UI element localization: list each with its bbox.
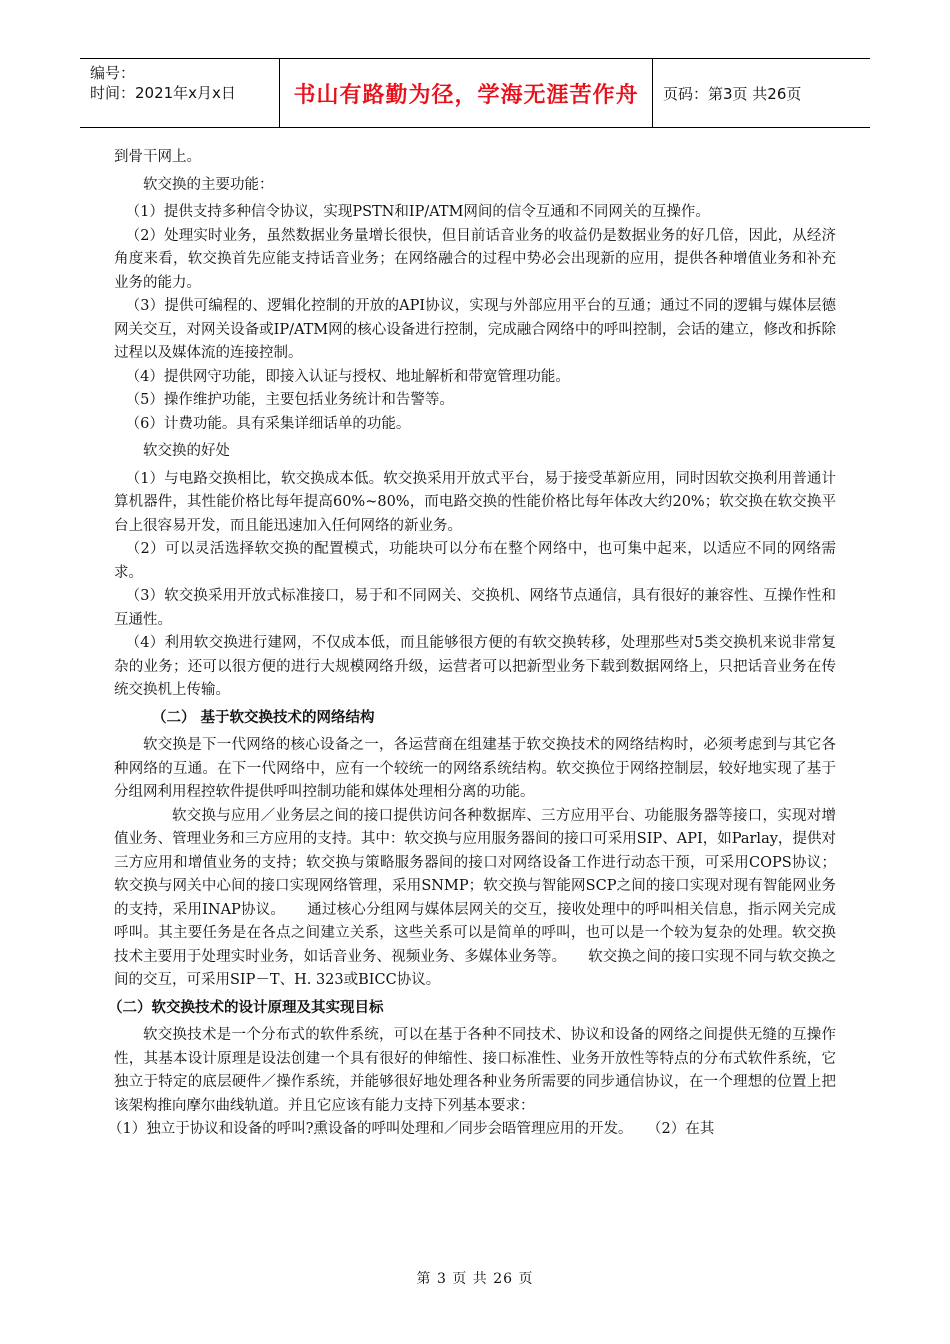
number-label: 编号： bbox=[90, 64, 136, 82]
paragraph: （1）独立于协议和设备的呼叫?熏设备的呼叫处理和／同步会晤管理应用的开发。 （2）在其 bbox=[108, 1121, 715, 1137]
benefits-heading: 软交换的好处 bbox=[143, 443, 230, 459]
list-item: （2）处理实时业务，虽然数据业务量增长很快，但目前话音业务的收益仍是数据业务的好几倍，因此，从经济角度来看，软交换首先应能支持话音业务；在网络融合的过程中势必会出现新的应用，提供各种增值业务和补充业务的能力。 bbox=[114, 227, 836, 291]
time-label: 时间：2021年x月x日 bbox=[90, 84, 236, 102]
section-heading: （二）软交换技术的设计原理及其实现目标 bbox=[108, 999, 384, 1016]
header-motto: 书山有路勤为径，学海无涯苦作舟 bbox=[280, 59, 653, 127]
header-meta bbox=[80, 59, 280, 127]
document-body bbox=[108, 146, 836, 1142]
functions-heading: 软交换的主要功能： bbox=[143, 176, 274, 193]
list-item: （4）提供网守功能，即接入认证与授权、地址解析和带宽管理功能。 bbox=[125, 368, 570, 385]
list-item: （6）计费功能。具有采集详细话单的功能。 bbox=[125, 415, 411, 432]
paragraph: 软交换技术是一个分布式的软件系统，可以在基于各种不同技术、协议和设备的网络之间提供无缝的互操作性，其基本设计原理是设法创建一个具有很好的伸缩性、接口标准性、业务开放性等特点的分布式软件系统，它独立于特定的底层硬件／操作系统，并能够很好地处理各种业务所需要的同步通信协议，在一个理想的位置上把该架构推向摩尔曲线轨道。并且它应该有能力支持下列基本要求： bbox=[114, 1027, 836, 1114]
list-item: （3）软交换采用开放式标准接口，易于和不同网关、交换机、网络节点通信，具有很好的兼容性、互操作性和互通性。 bbox=[114, 588, 836, 628]
header-page-info: 页码：第3页 共26页 bbox=[663, 84, 802, 103]
list-item: （1）与电路交换相比，软交换成本低。软交换采用开放式平台，易于接受革新应用，同时因软交换利用普通计算机器件，其性能价格比每年提高60%~80%，而电路交换的性能价格比每年体改大约20%；软交换在软交换平台上很容易开发，而且能迅速加入任何网络的新业务。 bbox=[114, 470, 836, 534]
paragraph: 软交换是下一代网络的核心设备之一，各运营商在组建基于软交换技术的网络结构时，必须考虑到与其它各种网络的互通。在下一代网络中，应有一个较统一的网络系统结构。软交换位于网络控制层，较好地实现了基于分组网利用程控软件提供呼叫控制功能和媒体处理相分离的功能。 bbox=[114, 737, 836, 800]
list-item: （2）可以灵活选择软交换的配置模式，功能块可以分布在整个网络中，也可集中起来，以适应不同的网络需求。 bbox=[114, 541, 836, 581]
paragraph: 软交换与应用／业务层之间的接口提供访问各种数据库、三方应用平台、功能服务器等接口，实现对增值业务、管理业务和三方应用的支持。其中：软交换与应用服务器间的接口可采用SIP、API，如Parlay，提供对三方应用和增值业务的支持；软交换与策略服务器间的接口对网络设备工作进行动态干预，可采用COPS协议；软交换与网关中心间的接口实现网络管理，采用SNMP；软交换与智能网SCP之间的接口实现对现有智能网业务的支持，采用INAP协议。 通过核心分组网与媒体层网关的交互，接收处理中的呼叫相关信息，指示网关完成呼叫。其主要任务是在各点之间建立关系，这些关系可以是简单的呼叫，也可以是一个较为复杂的处理。软交换技术主要用于处理实时业务，如话音业务、视频业务、多媒体业务等。 软交换之间的接口实现不同与软交换之间的交互，可采用SIP－T、H. 323或BICC协议。 bbox=[114, 807, 836, 988]
page-header bbox=[80, 58, 870, 128]
page-footer: 第 3 页 共 26 页 bbox=[416, 1271, 534, 1287]
section-heading: （二） 基于软交换技术的网络结构 bbox=[152, 709, 375, 726]
list-item: （4）利用软交换进行建网，不仅成本低，而且能够很方便的有软交换转移，处理那些对5类交换机来说非常复杂的业务；还可以很方便的进行大规模网络升级，运营者可以把新型业务下载到数据网络上，只把话音业务在传统交换机上传输。 bbox=[114, 635, 836, 698]
list-item: （5）操作维护功能，主要包括业务统计和告警等。 bbox=[125, 392, 454, 408]
list-item: （1）提供支持多种信令协议，实现PSTN和IP/ATM网间的信令互通和不同网关的互操作。 bbox=[125, 204, 710, 220]
paragraph: 到骨干网上。 bbox=[114, 149, 201, 165]
list-item: （3）提供可编程的、逻辑化控制的开放的API协议，实现与外部应用平台的互通；通过不同的逻辑与媒体层德网关交互，对网关设备或IP/ATM网的核心设备进行控制，完成融合网络中的呼叫控制，会话的建立，修改和拆除过程以及媒体流的连接控制。 bbox=[114, 298, 836, 361]
